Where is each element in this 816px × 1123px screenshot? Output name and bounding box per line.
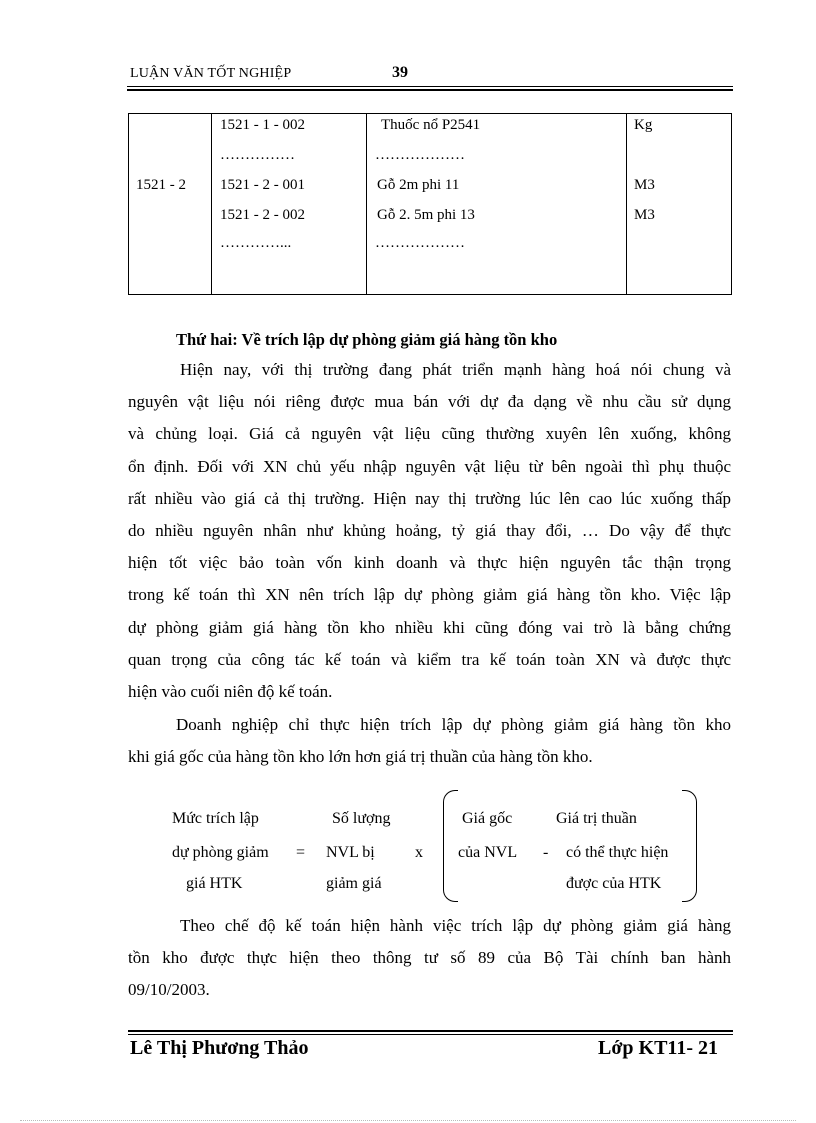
text-line: rất nhiều vào giá cả thị trường. Hiện nay thị trường lúc lên cao lúc xuống thấp — [128, 488, 731, 508]
left-bracket — [443, 790, 458, 902]
table-col-name — [367, 114, 627, 295]
paragraph-2 — [128, 709, 731, 773]
formula-left: giá HTK — [186, 875, 243, 892]
formula-left: dự phòng giảm — [172, 844, 269, 861]
table-cell: 1521 - 1 - 002 — [220, 117, 305, 133]
text-line: quan trọng của công tác kế toán và kiểm tra kế toán toàn XN và được thực — [128, 649, 731, 669]
text-line: do nhiều nguyên nhân như khủng hoảng, tỷ giá thay đổi, … Do vậy để thực — [128, 520, 731, 540]
text-line: nguyên vật liệu nói riêng được mua bán với dự đa dạng về nhu cầu sử dụng — [128, 392, 731, 412]
footer-rule-thin — [128, 1034, 733, 1035]
table-col-account — [129, 114, 212, 295]
table-cell: Kg — [634, 117, 653, 133]
table-cell: 1521 - 2 — [136, 177, 186, 193]
formula-equals: = — [296, 844, 306, 861]
text-line: Doanh nghiệp chỉ thực hiện trích lập dự phòng giảm giá hàng tồn kho — [176, 715, 731, 734]
text-line: Hiện nay, với thị trường đang phát triển mạnh hàng hoá nói chung và — [180, 360, 731, 379]
paragraph-1 — [128, 354, 731, 708]
header-rule — [127, 86, 733, 87]
table-cell: ……………… — [375, 235, 465, 251]
table-cell: M3 — [634, 177, 655, 193]
formula-net: Giá trị thuần — [556, 810, 637, 827]
text-line: tồn kho được thực hiện theo thông tư số 89 của Bộ Tài chính ban hành — [128, 948, 731, 968]
text-line: hiện tốt việc bảo toàn vốn kinh doanh và thực hiện nguyên tắc thận trọng — [128, 553, 731, 573]
text-line: khi giá gốc của hàng tồn kho lớn hơn giá trị thuần của hàng tồn kho. — [128, 747, 593, 767]
table-cell: Thuốc nổ P2541 — [381, 117, 481, 133]
paragraph-3 — [128, 910, 731, 1007]
table-col-subaccount — [212, 114, 367, 295]
text-line: hiện vào cuối niên độ kế toán. — [128, 681, 333, 701]
text-line: ổn định. Đối với XN chủ yếu nhập nguyên vật liệu từ bên ngoài thì phụ thuộc — [128, 456, 731, 476]
table-cell: 1521 - 2 - 001 — [220, 177, 305, 193]
table-cell: Gỗ 2. 5m phi 13 — [377, 207, 475, 223]
formula-minus: - — [543, 844, 549, 861]
footer-author: Lê Thị Phương Thảo — [130, 1037, 309, 1059]
formula-net: có thể thực hiện — [566, 844, 669, 861]
header-rule-thick — [127, 89, 733, 91]
formula-qty: Số lượng — [332, 810, 391, 827]
account-table — [128, 113, 732, 295]
text-line: Theo chế độ kế toán hiện hành việc trích lập dự phòng giảm giá hàng — [180, 916, 731, 935]
formula-net: được của HTK — [566, 875, 662, 892]
footer-rule — [128, 1030, 733, 1032]
page-number: 39 — [392, 64, 408, 81]
header-title: LUẬN VĂN TỐT NGHIỆP — [130, 66, 292, 81]
text-line: và chủng loại. Giá cả nguyên vật liệu cũng thường xuyên lên xuống, không — [128, 424, 731, 444]
table-col-unit — [627, 114, 732, 295]
page-edge — [20, 1120, 796, 1121]
table-cell: ……………… — [375, 147, 465, 163]
formula-cost: Giá gốc — [462, 810, 513, 827]
right-bracket — [682, 790, 697, 902]
table-cell: …………... — [220, 235, 292, 251]
formula-times: x — [415, 844, 423, 861]
formula-qty: giảm giá — [326, 875, 382, 892]
table-cell: Gỗ 2m phi 11 — [377, 177, 460, 193]
formula-qty: NVL bị — [326, 844, 375, 861]
table-cell: M3 — [634, 207, 655, 223]
text-line: dự phòng giảm giá hàng tồn kho nhiều khi cũng đóng vai trò là bằng chứng — [128, 617, 731, 637]
table-cell: 1521 - 2 - 002 — [220, 207, 305, 223]
formula-cost: của NVL — [458, 844, 518, 861]
formula-left: Mức trích lập — [172, 810, 259, 827]
text-line: 09/10/2003. — [128, 980, 210, 1000]
section-heading: Thứ hai: Về trích lập dự phòng giảm giá hàng tồn kho — [176, 330, 558, 349]
table-cell: …………… — [220, 147, 295, 163]
text-line: trong kế toán thì XN nên trích lập dự phòng giảm giá hàng tồn kho. Việc lập — [128, 585, 731, 605]
footer-class: Lớp KT11- 21 — [598, 1037, 718, 1059]
